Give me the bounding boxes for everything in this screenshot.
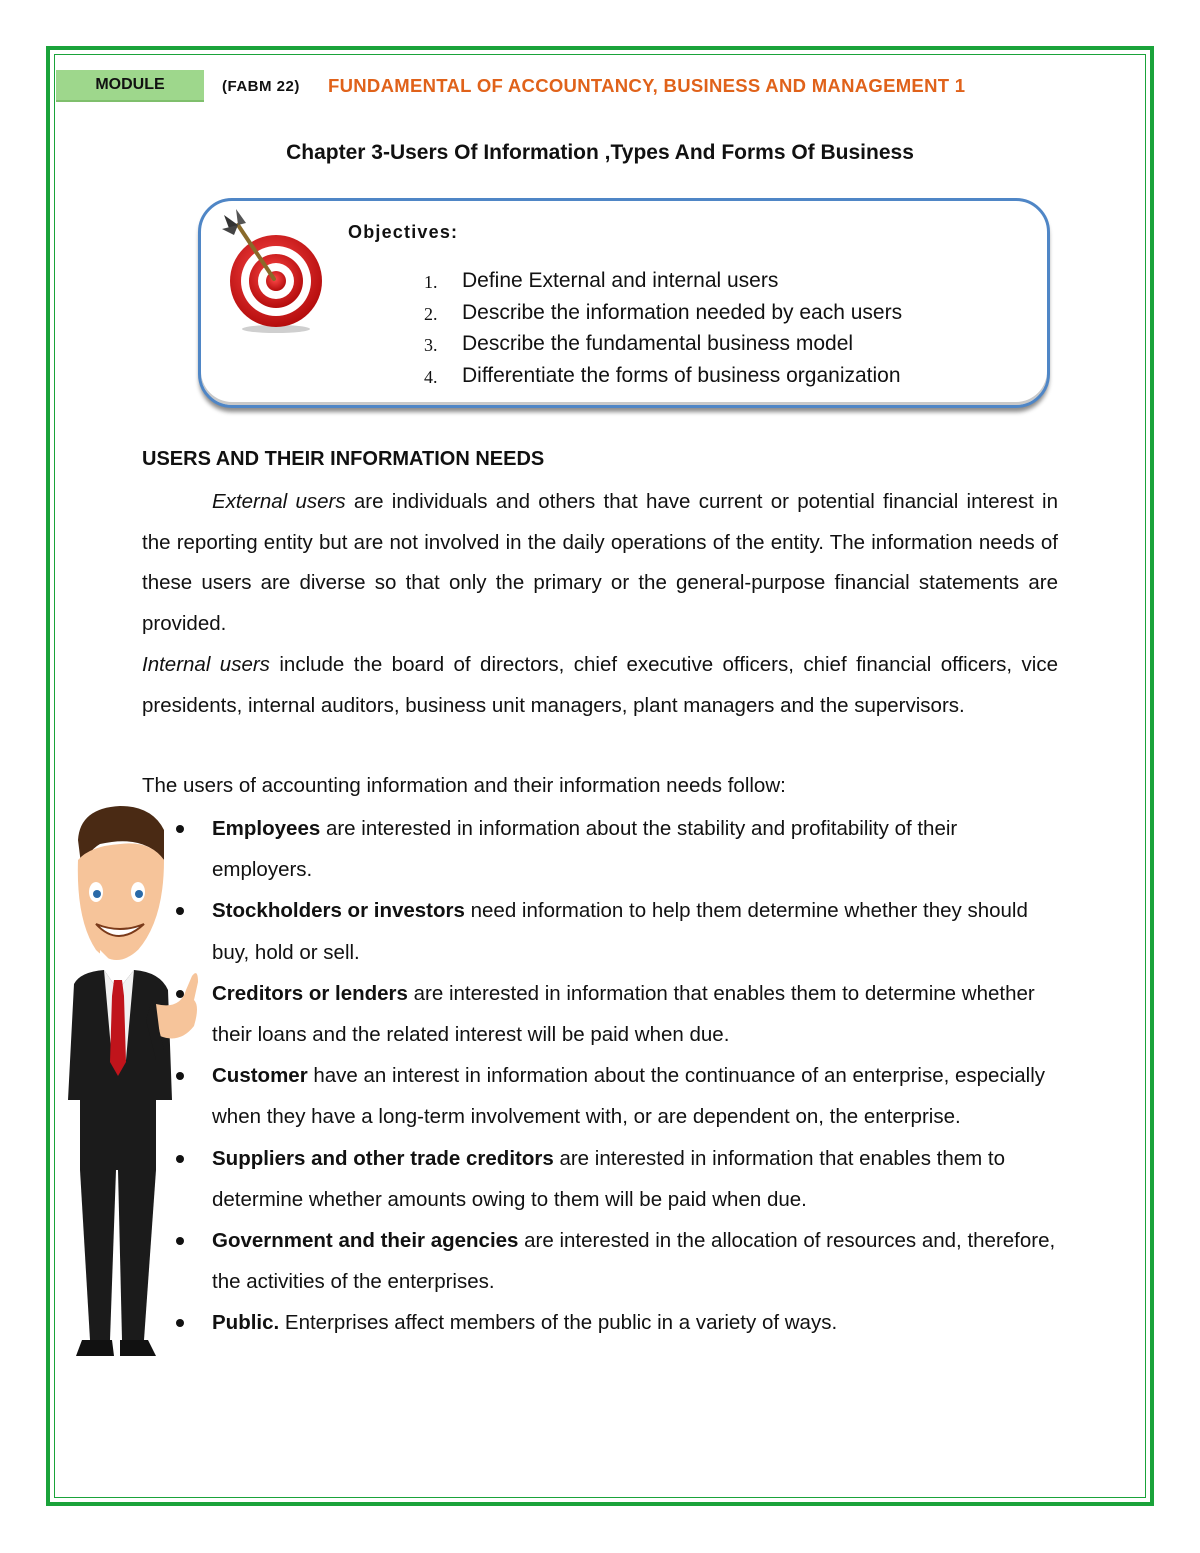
objective-item: 2. Describe the information needed by each users: [424, 300, 903, 324]
course-title: FUNDAMENTAL OF ACCOUNTANCY, BUSINESS AND MANAGEMENT 1: [328, 75, 966, 96]
users-list: [142, 808, 1060, 1344]
course-code: (FABM 22): [222, 78, 300, 95]
section-title: USERS AND THEIR INFORMATION NEEDS: [142, 448, 545, 470]
list-item: Employees are interested in information about the stability and profitability of their employers.: [142, 808, 1060, 890]
list-item: Suppliers and other trade creditors are interested in information that enables them to determine whether amounts owing to them will be paid when due.: [142, 1138, 1060, 1220]
users-intro-paragraph: The users of accounting information and their information needs follow:: [142, 774, 786, 797]
objective-item: 4. Differentiate the forms of business organization: [424, 363, 901, 387]
objectives-heading: Objectives:: [348, 222, 459, 242]
list-item: Government and their agencies are interested in the allocation of resources and, therefore, the activities of the enterprises.: [142, 1220, 1060, 1302]
external-users-term: External users: [212, 490, 346, 513]
list-item: Creditors or lenders are interested in information that enables them to determine whether their loans and the related interest will be paid when due.: [142, 973, 1060, 1055]
module-header: [56, 70, 1136, 104]
objective-item: 1. Define External and internal users: [424, 269, 779, 292]
external-users-paragraph: External users are individuals and others that have current or potential financial interest in the reporting entity but are not involved in the daily operations of the entity. The information needs of these users are diverse so that only the primary or the general-purpose financial statements are provided.: [142, 490, 1058, 636]
list-item: Public. Enterprises affect members of the public in a variety of ways.: [142, 1302, 1060, 1343]
internal-users-term: Internal users: [142, 653, 270, 676]
module-label: MODULE: [56, 70, 204, 102]
objectives-list: [424, 266, 902, 392]
internal-users-paragraph: Internal users include the board of directors, chief executive officers, chief financial officers, vice presidents, internal auditors, business unit managers, plant managers and the supervisors.: [142, 653, 1058, 717]
list-item: Customer have an interest in information about the continuance of an enterprise, especially when they have a long-term involvement with, or are dependent on, the enterprise.: [142, 1055, 1060, 1137]
list-item: Stockholders or investors need information to help them determine whether they should buy, hold or sell.: [142, 890, 1060, 972]
dartboard-target-icon: [214, 205, 334, 335]
objective-item: 3. Describe the fundamental business model: [424, 332, 854, 355]
chapter-title: Chapter 3-Users Of Information ,Types And Forms Of Business: [286, 141, 914, 164]
